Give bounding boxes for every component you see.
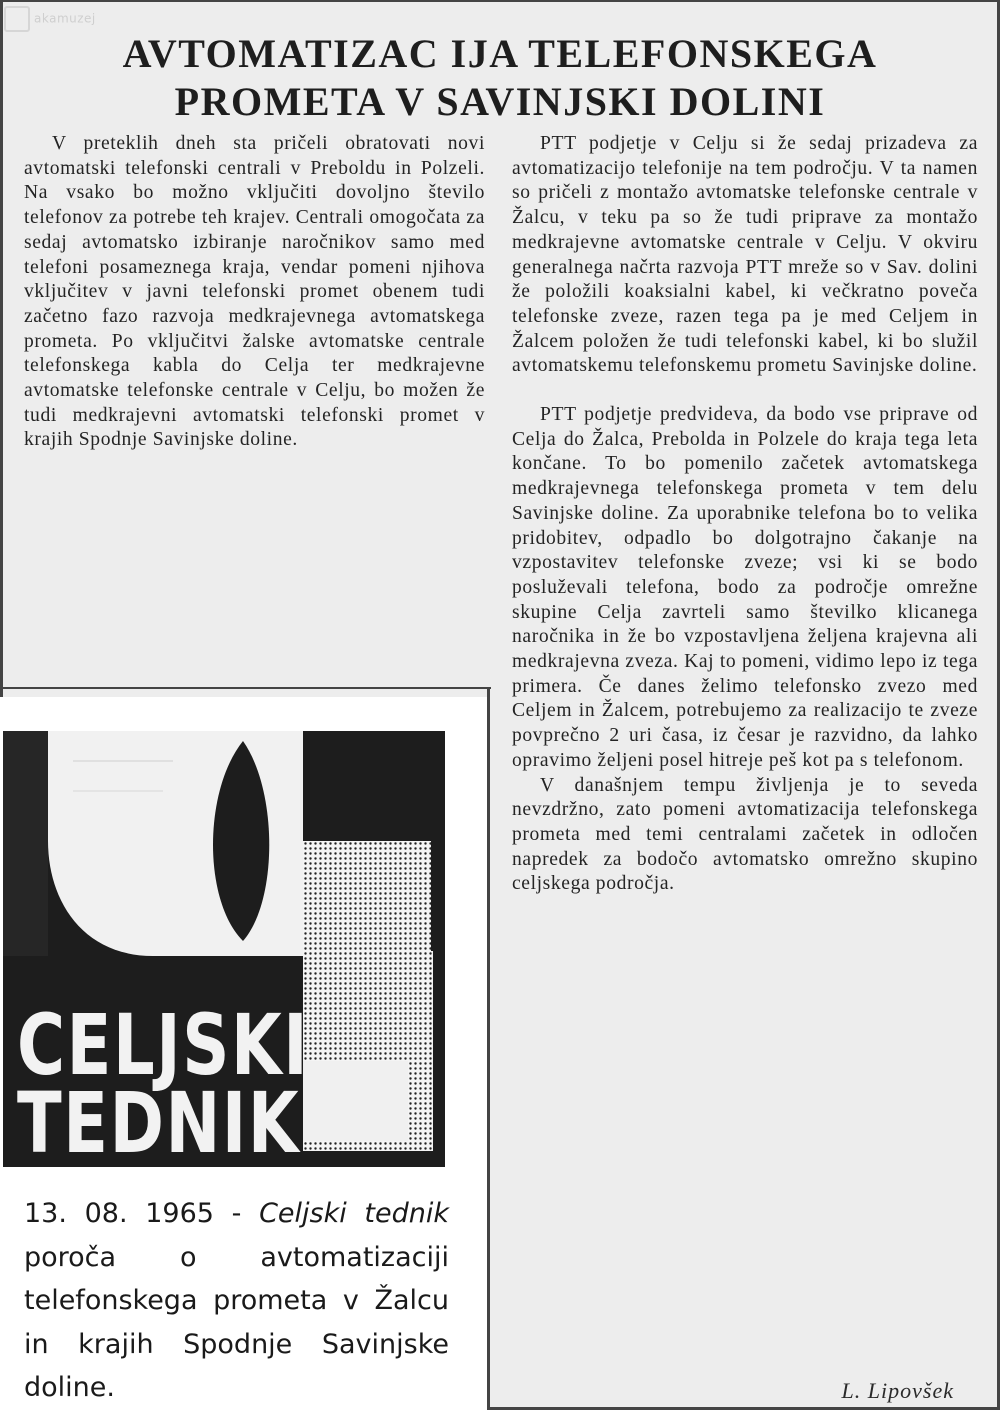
article-paragraph: V preteklih dneh sta pričeli obratovati novi avtomatski telefonski centrali v Preboldu in Polzeli. Na vsako bo možno vključiti dovoljno število telefonov za potrebe teh krajev. Centrali omogočata za sedaj avtomatsko izbiranje naročnikov samo med telefoni posameznega kraja, vendar pomeni njihova vključitev v javni telefonski promet obenem tudi začetno fazo razvoja medkrajevnega avtomatskega prometa. Po vključitvi žalske avtomatske centrale telefonskega kabla do Celja ter medkrajevne avtomatske telefonske centrale v Celju, bo možen že tudi medkrajevni avtomatski telefonski promet v krajih Spodnje Savinjske doline. [24, 133, 485, 451]
panel-divider-horizontal [0, 687, 491, 689]
masthead-word-tednik: TEDNIK [17, 1074, 301, 1167]
watermark [4, 6, 96, 32]
caption-date: 13. 08. 1965 - [24, 1198, 260, 1229]
headline-line-1: AVTOMATIZAC IJA TELEFONSKEGA [122, 31, 878, 76]
watermark-text: akamuzej [34, 11, 96, 26]
caption-text: poroča o avtomatizaciji telefonskega prometa v Žalcu in krajih Spodnje Savinjske doline. [24, 1241, 449, 1403]
celjski-tednik-masthead [3, 731, 445, 1167]
headline-line-2: PROMETA V SAVINJSKI DOLINI [174, 79, 826, 124]
article-column-left [24, 132, 485, 453]
clipping-border-left [0, 0, 3, 697]
masthead-word-celjski: CELJSKI [17, 996, 310, 1094]
article-column-right [512, 132, 978, 897]
caption-publication: Celjski tednik [259, 1198, 449, 1229]
article-paragraph: PTT podjetje predvideva, da bodo vse priprave od Celja do Žalca, Prebolda in Polzele do kraja tega leta končane. To bo pomenilo začetek avtomatskega medkrajevnega telefonskega prometa v tem delu Savinjske doline. Za uporabnike telefona bo to velika pridobitev, odpadlo bo dolgotrajno čakanje na vzpostavitev telefonske zveze; vsi ki se bodo posluževali telefona, bodo za področje omrežne skupine Celja zavrteli samo številko klicanega naročnika in že bo vzpostavljena željena krajevna ali medkrajevna zveza. Kaj to pomeni, vidimo lepo iz tega primera. Če danes želimo telefonsko zvezo med Celjem in Žalcem, potrebujemo za realizacijo te zveze povprečno 2 uri časa, iz česar je razvidno, da lahko opravimo željeni posel hitreje peš kot pa s telefonom. [512, 404, 978, 771]
clipping-border-top [0, 0, 1000, 2]
watermark-logo-icon [4, 6, 30, 32]
panel-divider-vertical [487, 687, 490, 1410]
image-caption [24, 1192, 449, 1410]
article-headline [20, 30, 980, 126]
article-paragraph: V današnjem tempu življenja je to seveda nevzdržno, zato pomeni avtomatizacija telefonskega prometa med temi centralami začetek in odločen napredek za bodočo avtomatsko omrežno skupino celjskega področja. [512, 774, 978, 895]
article-paragraph: PTT podjetje v Celju si že sedaj prizadeva za avtomatizacijo telefonije na tem področju. V ta namen so pričeli z montažo avtomatske telefonske centrale v Žalcu, v teku pa so že tudi priprave za montažo medkrajevne avtomatske centrale v Celju. V okviru generalnega načrta razvoja PTT mreže so v Sav. dolini že položili koaksialni kabel, ki večkratno poveča telefonske zveze, razen tega pa je med Celjem in Žalcem položen že tudi telefonski kabel, ki bo služil avtomatskemu telefonskemu prometu Savinjske doline. [512, 133, 978, 377]
article-signature: L. Lipovšek [841, 1378, 954, 1403]
